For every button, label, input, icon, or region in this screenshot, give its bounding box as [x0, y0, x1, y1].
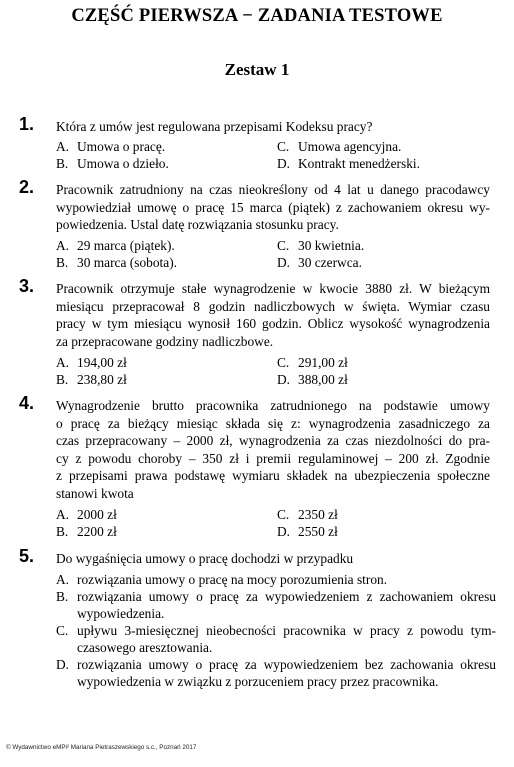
question-number: 3.	[19, 276, 35, 296]
option-letter: A.	[56, 238, 70, 253]
question-line: wypowiedział umowę o pracę 15 marca (piątek) z zachowaniem okresu wy-	[56, 199, 490, 215]
page-header: CZĘŚĆ PIERWSZA − ZADANIA TESTOWE	[71, 6, 443, 26]
option-text: 2550 zł	[298, 524, 338, 539]
option-letter: B.	[56, 156, 69, 171]
option-letter: C.	[277, 139, 290, 154]
option-text: 30 marca (sobota).	[77, 255, 178, 270]
option-text: 2350 zł	[298, 507, 338, 522]
set-title: Zestaw 1	[224, 60, 290, 79]
option-text: 30 kwietnia.	[298, 238, 365, 253]
question-line: Do wygaśnięcia umowy o pracę dochodzi w przypadku	[56, 551, 354, 566]
question-line: z przepisami prawa podstawę wymiaru składek na ubezpieczenia społeczne	[56, 468, 490, 483]
option-text: Kontrakt menedżerski.	[298, 156, 420, 171]
option-letter: A.	[56, 507, 70, 522]
question-number: 2.	[19, 177, 35, 197]
option-letter: B.	[56, 255, 69, 270]
question-line: czas przepracowany – 2000 zł, wynagrodzenia za czas niezdolności do pra-	[56, 433, 490, 448]
question-line: Wynagrodzenie brutto pracownika zatrudnionego na podstawie umowy	[56, 398, 490, 413]
question-number: 5.	[19, 546, 35, 566]
option-line: rozwiązania umowy o pracę za wypowiedzeniem z zachowaniem okresu	[77, 589, 496, 604]
option-letter: D.	[277, 524, 291, 539]
question-number: 1.	[19, 114, 35, 134]
option-line: rozwiązania umowy o pracę za wypowiedzeniem bez zachowania okresu	[77, 657, 496, 672]
option-letter: B.	[56, 589, 69, 604]
option-letter: A.	[56, 572, 70, 587]
option-letter: B.	[56, 372, 69, 387]
option-letter: C.	[277, 238, 290, 253]
question-line: o pracę za bieżący miesiąc składa się z: wynagrodzenia zasadniczego za	[56, 415, 490, 431]
question-line: miesiącu przepracował 8 godzin nadliczbowych w święta. Wymiar czasu	[56, 298, 490, 314]
question-line: pracy w tym miesiącu wynosił 160 godzin. Oblicz wysokość wynagrodzenia	[56, 316, 490, 331]
question-number: 4.	[19, 393, 35, 413]
question-text	[56, 397, 490, 502]
option-letter: C.	[56, 623, 69, 638]
option-letter: D.	[56, 657, 70, 672]
option-letter: D.	[277, 255, 291, 270]
option-letter: C.	[277, 355, 290, 370]
option-text: 194,00 zł	[77, 355, 127, 370]
question-line: stanowi kwota	[56, 485, 134, 501]
question-line: Pracownik zatrudniony na czas nieokreślony od 4 lat u danego pracodawcy	[56, 182, 490, 197]
option-text: 30 czerwca.	[298, 255, 362, 270]
option-letter: D.	[277, 372, 291, 387]
option-text: Umowa agencyjna.	[298, 139, 402, 154]
option-letter: B.	[56, 524, 69, 539]
question-line: powiedzenia. Ustal datę rozwiązania stosunku pracy.	[56, 217, 339, 232]
option-text: 238,80 zł	[77, 372, 127, 387]
option-line: wypowiedzenia w związku z porzuceniem pracy przez pracownika.	[77, 674, 439, 689]
option-text: Umowa o pracę.	[77, 139, 166, 154]
question-line: Pracownik otrzymuje stałe wynagrodzenie w kwocie 3880 zł. W bieżącym	[56, 281, 490, 296]
option-letter: A.	[56, 355, 70, 370]
question-line: za przepracowane godziny nadliczbowe.	[56, 333, 274, 349]
option-letter: C.	[277, 507, 290, 522]
option-text: 291,00 zł	[298, 355, 348, 370]
question-line: cy z powodu choroby – 350 zł i premii regulaminowej – 200 zł. Zgodnie	[56, 450, 490, 466]
option-letter: D.	[277, 156, 291, 171]
option-line: czasowego aresztowania.	[77, 640, 213, 655]
question-text	[56, 550, 490, 568]
option-text: Umowa o dzieło.	[77, 156, 169, 171]
question-text	[56, 280, 490, 350]
option-text: 2200 zł	[77, 524, 117, 539]
option-line: wypowiedzenia.	[77, 606, 165, 621]
option-line: rozwiązania umowy o pracę na mocy porozumienia stron.	[77, 572, 388, 587]
option-text: 2000 zł	[77, 507, 117, 522]
option-line: upływu 3-miesięcznej nieobecności pracownika w pracy z powodu tym-	[77, 623, 496, 638]
option-text: 388,00 zł	[298, 372, 348, 387]
question-line: Która z umów jest regulowana przepisami Kodeksu pracy?	[56, 119, 373, 134]
option-letter: A.	[56, 139, 70, 154]
option-text: 29 marca (piątek).	[77, 238, 175, 253]
question-text	[56, 118, 490, 136]
question-text	[56, 181, 490, 234]
copyright-footer: © Wydawnictwo eMPi² Mariana Pietraszewskiego s.c., Poznań 2017	[6, 744, 197, 751]
